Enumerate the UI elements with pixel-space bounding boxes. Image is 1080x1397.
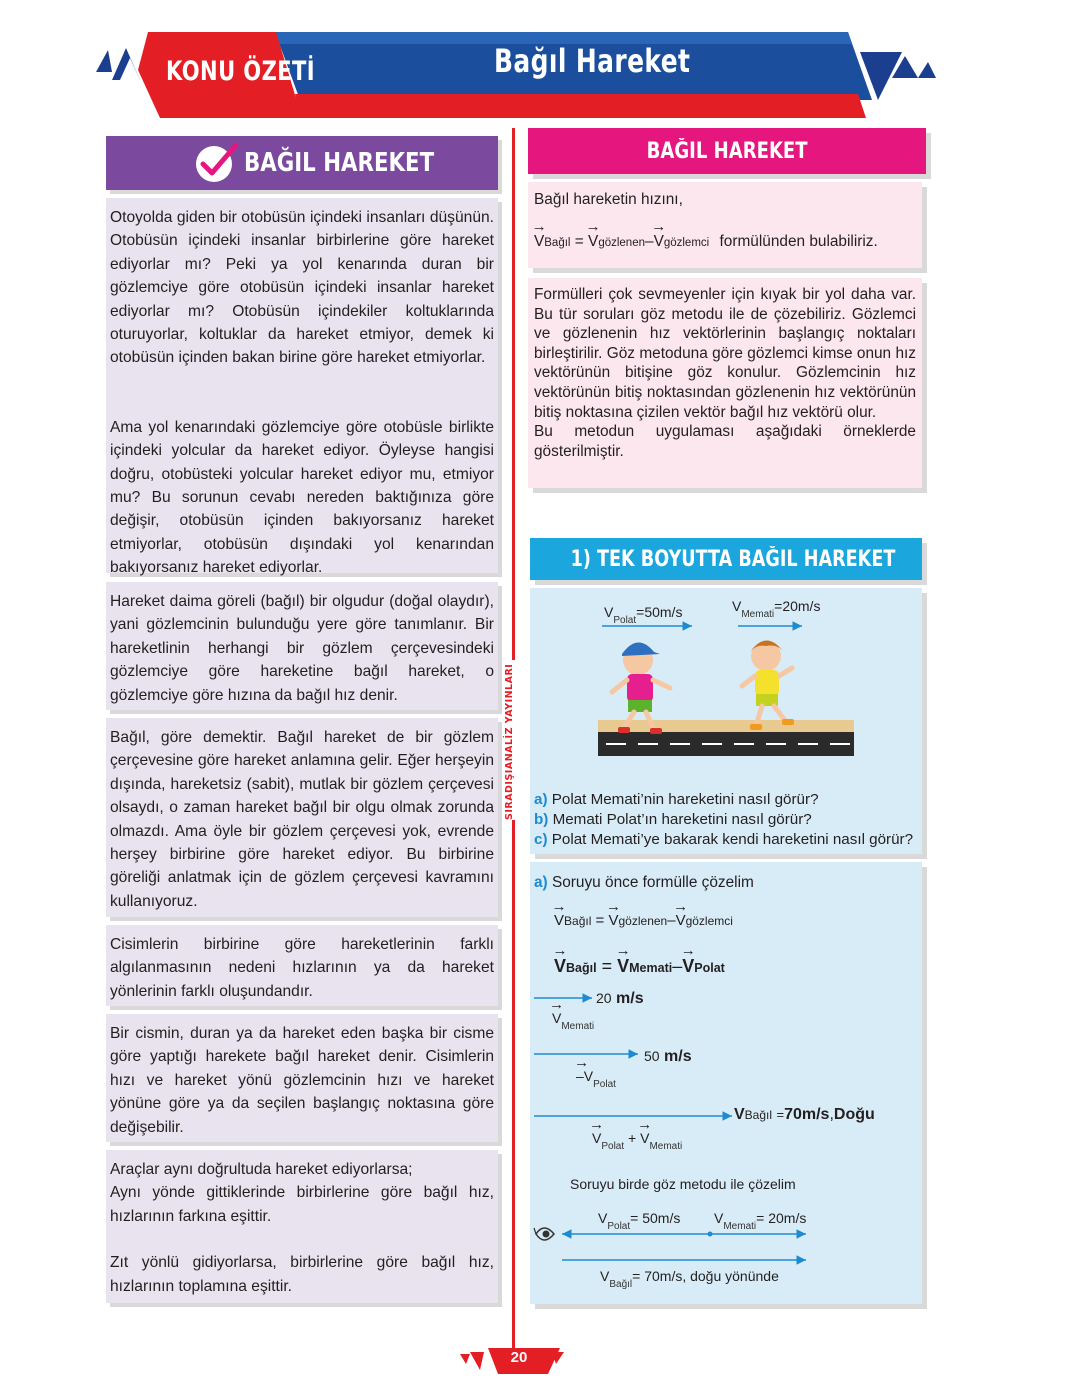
right-heading-title: BAĞIL HAREKET bbox=[646, 139, 808, 164]
eye-method-box bbox=[528, 278, 922, 488]
left-box-5 bbox=[106, 1014, 498, 1142]
polat-velocity-label: $V_{Polat}=50m/s$ bbox=[604, 604, 683, 626]
publisher-spine-text: SIRADIŞIANALİZ YAYINLARI bbox=[504, 663, 515, 820]
eye-method-text: Formülleri çok sevmeyenler için kıyak bir yol daha var. Bu tür soruları göz metodu ile de çözebiliriz. Gözlemci ve gözlenenin hız vektörlerinin başlangıç noktaları birleştirilir. Göz metoduna göre gözlemci kimse onun hız vektörünün bitişine göz konulur. Gözlemcinin hız vektörünün bitiş noktasından gözlenenin hız vektörünün bitiş noktasına çizilen vektör bağıl hız vektörü olur. bbox=[534, 286, 916, 421]
section-1-heading-bar bbox=[530, 538, 922, 580]
runners-illustration bbox=[530, 588, 922, 768]
relative-velocity-formula: → VBağıl = → Vgözlenen–→ Vgözlemci formülünden bulabiliriz. bbox=[534, 232, 916, 254]
left-box-2-para: Hareket daima göreli (bağıl) bir olgudur (doğal olaydır), yani gözlemcinin bulunduğu yere göre tanımlanır. Bir hareketlinin herhangi bir gözlem çerçevesindeki gözlemciye göre hareketine bağıl hareket, o gözlemciye göre hızına da bağıl hız denir. bbox=[110, 593, 494, 704]
left-box-3-para: Bağıl, göre demektir. Bağıl hareket de bir gözlem çerçevesine göre hareket anlamına gelir. Eğer herşeyin dışında, hareketsiz (sabit), mutlak bir gözlem çerçevesi olsaydı, o zaman hareket bağıl bir olgu olmak zorunda olmazdı. Ama öyle bir gözlem çerçevesi yok, evrende herşey birbirine göre hareket ediyor. Bu birbirine göreliği anlatmak için de gözlem çerçevesi kavramını kullanıyoruz. bbox=[110, 729, 494, 910]
memati-vector-label: → $V_{Memati}$ bbox=[552, 1010, 594, 1026]
left-heading-bar bbox=[106, 136, 498, 190]
question-list bbox=[534, 790, 913, 849]
left-box-2 bbox=[106, 582, 498, 710]
solution-intro: a) Soruyu önce formülle çözelim bbox=[534, 874, 754, 891]
page-title: Bağıl Hareket bbox=[494, 42, 691, 80]
page-number: 20 bbox=[510, 1349, 528, 1366]
minus-polat-vector-label: → $-V_{Polat}$ bbox=[570, 1068, 616, 1084]
left-box-6 bbox=[106, 1150, 498, 1303]
polat-vector-value: 50 m/s bbox=[644, 1048, 692, 1065]
eye-method-intro: Soruyu birde göz metodu ile çözelim bbox=[570, 1176, 796, 1192]
eye-icon bbox=[534, 1228, 554, 1240]
question-a: a) Polat Memati’nin hareketini nasıl görür? bbox=[534, 791, 819, 808]
eye-memati-label: $V_{Memati}= 20m/s$ bbox=[714, 1210, 807, 1232]
checkmark-icon bbox=[192, 141, 240, 185]
left-box-4 bbox=[106, 925, 498, 1006]
formula-box bbox=[528, 182, 922, 268]
decor-triangle-right-3 bbox=[918, 62, 936, 78]
left-box-1-para-2: Ama yol kenarındaki gözlemciye göre otobüsle birlikte içindeki yolcular da hareket ediyor. Öyleyse hangisi doğru, otobüsteki yolcular hareket ediyor mu, etmiyor mu? Bu sorunun cevabı nereden baktığınıza göre değişir, otobüsün içinden bakıyorsanız hareket etmiyorlar, otobüsün dışındaki yol kenarından bakıyorsanız hareket ediyorlar. bbox=[110, 418, 494, 577]
formula-intro: Bağıl hareketin hızını, bbox=[534, 191, 683, 208]
eye-method-diagram bbox=[530, 862, 922, 1304]
eye-method-text-2: Bu metodun uygulaması aşağıdaki örneklerde gösterilmiştir. bbox=[534, 423, 916, 460]
left-box-3 bbox=[106, 718, 498, 917]
relative-velocity-result: VBağıl =70m/s,Doğu bbox=[734, 1106, 875, 1123]
vector-sum-label: → $V_{Polat}$ + → $V_{Memati}$ bbox=[592, 1130, 682, 1146]
left-box-1 bbox=[106, 198, 498, 577]
decor-triangle-left-1 bbox=[96, 50, 112, 72]
example-panel bbox=[530, 588, 922, 854]
page-header bbox=[0, 0, 1080, 125]
question-c: c) Polat Memati’ye bakarak kendi hareketini nasıl görür? bbox=[534, 830, 914, 848]
left-box-5-para: Bir cismin, duran ya da hareket eden başka bir cisme göre yaptığı harekete bağıl hareket denir. Cisimlerin hızı ve hareket yönü gözlemcinin hızı ve hareket yönüne göre ya da seçilen başlangıç noktasına göre değişebilir. bbox=[110, 1025, 494, 1136]
solution-formula-specific: → VBağıl = → VMemati–→ VPolat bbox=[554, 956, 725, 977]
eye-polat-label: $V_{Polat}= 50m/s$ bbox=[598, 1210, 681, 1232]
left-heading-title: BAĞIL HAREKET bbox=[244, 148, 435, 178]
section-1-title: 1) TEK BOYUTTA BAĞIL HAREKET bbox=[570, 547, 896, 572]
question-b: b) Memati Polat’ın hareketini nasıl görür? bbox=[534, 810, 812, 828]
solution-formula-general: → VBağıl = → Vgözlenen–→ Vgözlemci bbox=[554, 912, 733, 929]
left-box-1-para-1: Otoyolda giden bir otobüsün içindeki insanları düşünün. Otobüsün içindeki insanlar birbirlerine göre hareket ediyorlar mı? Peki ya yol kenarında duran bir gözlemciye göre otobüsün içindeki insanlar hareket ediyorlar mı? Otobüsün içindekiler koltuklarında oturuyorlar, koltuklar da hareket etmiyor, demek ki otobüsün içinden bakan birine göre hareket etmiyorlar. bbox=[110, 209, 494, 367]
left-box-4-para: Cisimlerin birbirine göre hareketlerinin farklı algılanmasının nedeni hızlarının ya da hareket yönlerinin farklı oluşundandır. bbox=[110, 936, 494, 1000]
memati-vector-value: 20 m/s bbox=[596, 990, 644, 1007]
left-box-6-para-1b: Aynı yönde gittiklerinde birbirlerine göre bağıl hız, hızlarının farkına eşittir. bbox=[110, 1184, 494, 1225]
right-heading-bar bbox=[528, 128, 926, 174]
left-box-6-para-2: Zıt yönlü gidiyorlarsa, birbirlerine göre bağıl hız, hızlarının toplamına eşittir. bbox=[110, 1254, 494, 1295]
memati-runner-figure bbox=[742, 640, 794, 730]
section-tag: KONU ÖZETİ bbox=[166, 56, 316, 87]
solution-panel bbox=[530, 862, 922, 1304]
memati-velocity-label: $V_{Memati}=20m/s$ bbox=[732, 598, 821, 620]
left-box-6-para-1a: Araçlar aynı doğrultuda hareket ediyorlarsa; bbox=[110, 1161, 413, 1178]
eye-relative-label: $V_{Bağıl}= 70m/s$, doğu yönünde bbox=[600, 1268, 779, 1290]
